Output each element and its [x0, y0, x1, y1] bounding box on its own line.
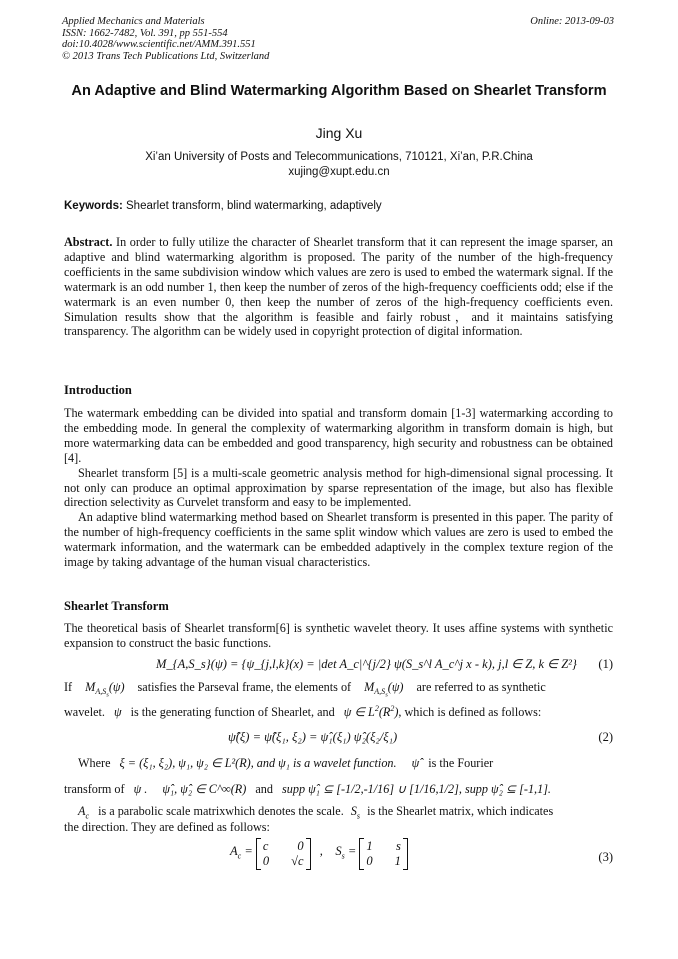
abstract [64, 235, 613, 339]
equation-3-number: (3) [598, 850, 613, 864]
keywords-label: Keywords: [64, 200, 123, 212]
equation-1-number: (1) [598, 657, 613, 671]
intro-paragraph-2: Shearlet transform [5] is a multi-scale geometric analysis method for high-dimensional signal processing. It not only can produce an optimal approximation by sparse representation of the image, but also has flexible direction selectivity as Curvelet transform and easy to be implemented. [64, 465, 613, 510]
matrix-s: 1 s 0 1 [359, 838, 408, 870]
line-where: Where ξ = (ξ₁, ξ₂), ψ₁, ψ₂ ∈ L²(R), and ψ₁ is a wavelet function. ψ̂ is the Fourier [78, 756, 494, 770]
intro-paragraph-3: An adaptive blind watermarking method based on Shearlet transform is presented in this paper. The parity of the number of high-frequency coefficients in the same split window which values are zero is used to embed the watermark information, and the watermark can be embedded adaptively in the complex texture region of the image by taking advantage of the human visual characteristics. [64, 510, 613, 570]
abstract-text: In order to fully utilize the character of Shearlet transform that it can represent the image sparser, an adaptive and blind watermarking algorithm is proposed. The parity of the number of the high-frequency coefficients in the same subdivision window which values are zero is used to embed the watermark signal. If the watermark is an odd number 1, then keep the number of zeros of the high-frequency coefficients odd; else if the watermark is an even number 0, then keep the number of zeros of the high-frequency coefficients even. Simulation results show that the algorithm is feasible and fairly robust，and it maintains satisfying transparency. The algorithm can be widely used in copyright protection of digital information. [64, 235, 614, 339]
intro-paragraph-1: The watermark embedding can be divided into spatial and transform domain [1-3] watermarking according to the embedding mode. In general the complexity of watermarking algorithm in transform domain is high, but more watermarking data can be embedded and good transparency, high security and robustness can be obtained [4]. [64, 406, 613, 465]
math-M: $M_{A,S_s}(\psi)$ [85, 680, 125, 700]
author: Jing Xu [315, 125, 363, 141]
keywords [64, 199, 382, 214]
paper-title: An Adaptive and Blind Watermarking Algorithm Based on Shearlet Transform [71, 83, 607, 99]
math-M-2: $M_{A,S_s}(\psi)$ [364, 680, 404, 700]
doi: doi:10.4028/www.scientific.net/AMM.391.551 [62, 39, 256, 50]
journal-header [62, 16, 269, 62]
equation-2-number: (2) [598, 730, 613, 744]
online-date: Online: 2013-09-03 [530, 16, 614, 27]
journal-name: Applied Mechanics and Materials [62, 16, 205, 27]
abstract-label: Abstract. [64, 235, 113, 249]
line-direction: the direction. They are defined as follows: [64, 820, 270, 834]
keywords-text: Shearlet transform, blind watermarking, adaptively [126, 200, 382, 212]
email: xujing@xupt.edu.cn [288, 166, 390, 178]
section-heading-introduction: Introduction [64, 383, 132, 397]
line-fourier: transform of ψ . ψ̂₁, ψ̂₂ ∈ C^∞(R) and supp ψ̂₁ ⊆ [-1/2,-1/16] ∪ [1/16,1/2], supp ψ̂₂ ⊆ [-1,1]. [64, 782, 551, 796]
line-ac: $A_c$ is a parabolic scale matrixwhich denotes the scale. $S_s$ is the Shearlet matrix, which indicates [78, 804, 554, 821]
line-wavelet: wavelet. ψ is the generating function of Shearlet, and ψ ∈ $L^2(R^2)$, which is defined as follows: [64, 704, 542, 720]
equation-3: $A_c$ = c 0 0 √c , $S_s$ = 1 s 0 1 [230, 838, 408, 870]
introduction-body [64, 406, 613, 570]
line-if: If $M_{A,S_s}(\psi)$ satisfies the Parseval frame, the elements of $M_{A,S_s}(\psi)$ are referred to as synthetic [64, 680, 546, 700]
section-heading-shearlet: Shearlet Transform [64, 599, 169, 613]
affiliation: Xi’an University of Posts and Telecommunications, 710121, Xi’an, P.R.China [145, 151, 533, 163]
equation-1: M_{A,S_s}(ψ) = {ψ_{j,l,k}(x) = |det A_c|^{j/2} ψ(S_s^l A_c^j x - k), j,l ∈ Z, k ∈ Z²} [156, 657, 577, 671]
matrix-a: c 0 0 √c [256, 838, 311, 870]
copyright: © 2013 Trans Tech Publications Ltd, Switzerland [62, 50, 270, 62]
equation-2: ψ̂(ξ) = ψ̂(ξ₁, ξ₂) = ψ̂₁(ξ₁) ψ̂₂(ξ₂/ξ₁) [228, 730, 398, 744]
shearlet-paragraph-1: The theoretical basis of Shearlet transform[6] is synthetic wavelet theory. It uses affine systems with synthetic expansion to construct the basic functions. [64, 621, 613, 650]
issn: ISSN: 1662-7482, Vol. 391, pp 551-554 [62, 27, 228, 39]
